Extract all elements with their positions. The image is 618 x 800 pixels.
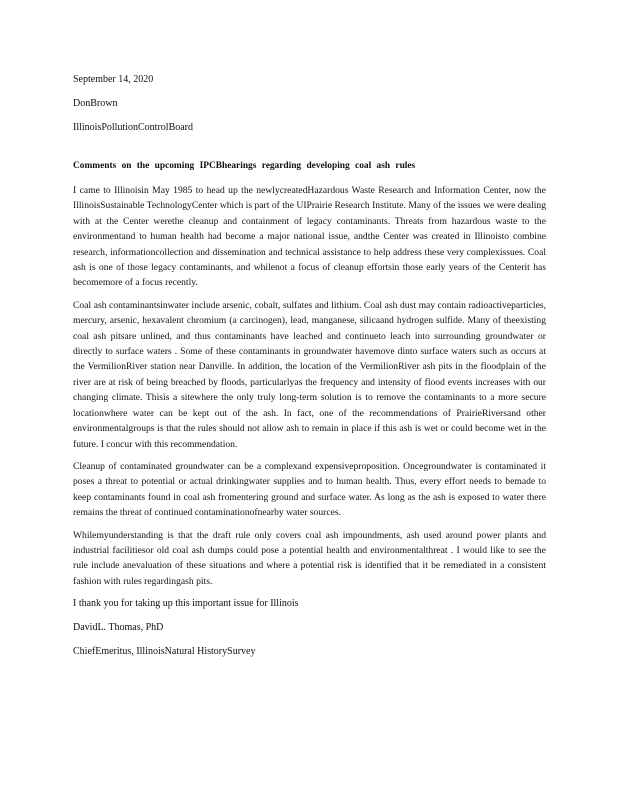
- closing-thanks: I thank you for taking up this important issue for Illinois: [73, 598, 299, 610]
- signer-title: ChiefEmeritus, IllinoisNatural HistorySurvey: [73, 646, 256, 658]
- body-paragraph-4: Whilemyunderstanding is that the draft rule only covers coal ash impoundments, ash used around power plants and industrial facilitiesor old coal ash dumps could pose a potential health and environmentalthreat . I would like to see the rule include anevaluation of these situations and where a potential risk is identified that it be remediated in a consistent fashion with rules regardingash pits.: [73, 529, 546, 587]
- signer-name: DavidL. Thomas, PhD: [73, 622, 164, 634]
- recipient-organization: IllinoisPollutionControlBoard: [73, 122, 194, 133]
- body-paragraph-1: I came to Illinoisin May 1985 to head up the newlycreatedHazardous Waste Research and Information Center, now the IllinoisSustainable TechnologyCenter which is part of the UIPrairie Research Institute. Many of the issues we were dealing with at the Center werethe cleanup and containment of legacy contaminants. Threats from hazardous waste to the environmentand to human health had become a major national issue, andthe Center was created in Illinoisto combine research, informationcollection and dissemination and technical assistance to help address these very complexissues. Coal ash is one of those legacy contaminants, and whilenot a focus of cleanup effortsin those early years of the Centerit has becomemore of a focus recently.: [73, 185, 546, 289]
- body-paragraph-2: Coal ash contaminantsinwater include arsenic, cobalt, sulfates and lithium. Coal ash dust may contain radioactiveparticles, mercury, arsenic, hexavalent chromium (a carcinogen), lead, manganese, silicaand hydrogen sulfide. Many of theexisting coal ash pitsare unlined, and thus contaminants have leached and continueto leach into surrounding groundwater or directly to surface waters . Some of these contaminants in groundwater havemove dinto surface waters such as occurs at the VermilionRiver station near Danville. In addition, the location of the VermilionRiver ash pits in the floodplain of the river are at risk of being breached by floods, particularlyas the frequency and intensity of flood events increases with our changing climate. Thisis a sitewhere the only truly long-term solution is to remove the contaminants to a more secure locationwhere water can be kept out of the ash. In fact, one of the recommendations of PrairieRiversand other environmentalgroups is that the rules should not allow ash to remain in place if this ash is wet or could become wet in the future. I concur with this recommendation.: [73, 299, 546, 450]
- body-paragraph-3: Cleanup of contaminated groundwater can be a complexand expensiveproposition. Oncegroundwater is contaminated it poses a threat to potential or actual drinkingwater supplies and to human health. Thus, every effort needs to bemade to keep contaminants found in coal ash fromentering ground and surface water. As long as the ash is exposed to water there remains the threat of continued contaminationofnearby water sources.: [73, 460, 546, 519]
- letter-page: [73, 72, 546, 668]
- recipient-name: DonBrown: [73, 98, 118, 109]
- letter-date: September 14, 2020: [73, 74, 154, 85]
- letter-subject: Comments on the upcoming IPCBhearings regarding developing coal ash rules: [73, 161, 416, 171]
